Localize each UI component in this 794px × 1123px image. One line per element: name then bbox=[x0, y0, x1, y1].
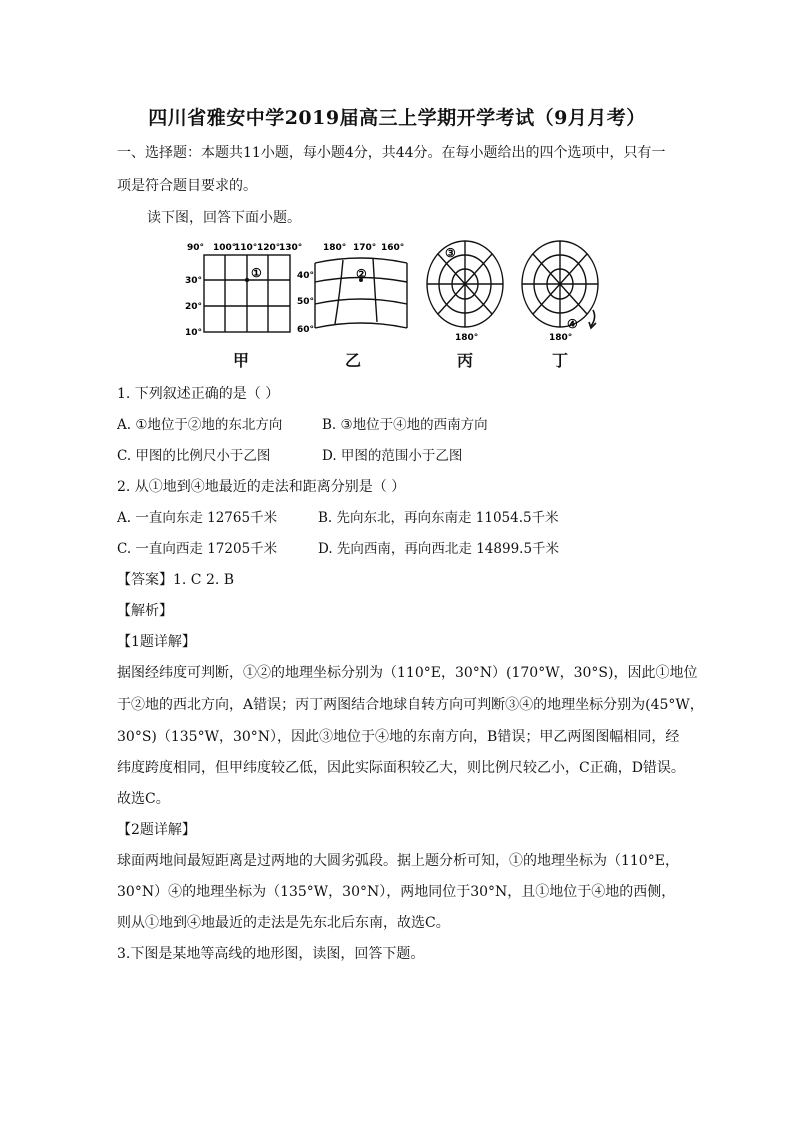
ding-marker: ④ bbox=[567, 317, 578, 331]
section-intro-line-2: 项是符合题目要求的。 bbox=[117, 178, 257, 194]
q1-option-c: C. 甲图的比例尺小于乙图 bbox=[117, 448, 271, 464]
jia-lon-120: 120° bbox=[257, 243, 281, 253]
detail1-line-4: 纬度跨度相同，但甲纬度较乙低，因此实际面积较乙大，则比例尺较乙小，C正确，D错误。 bbox=[117, 760, 685, 776]
map-bing bbox=[427, 241, 503, 327]
q2-option-c: C. 一直向西走 17205千米 bbox=[117, 541, 278, 557]
caption-yi: 乙 bbox=[345, 351, 362, 370]
bing-marker: ③ bbox=[445, 246, 456, 260]
q2-stem: 2. 从①地到④地最近的走法和距离分别是（ ） bbox=[117, 479, 406, 495]
jia-lat-20: 20° bbox=[185, 302, 203, 312]
jia-lon-90: 90° bbox=[187, 243, 205, 253]
jia-lat-30: 30° bbox=[185, 276, 203, 286]
yi-lon-170: 170° bbox=[353, 243, 377, 253]
detail2-line-2: 30°N）④的地理坐标为（135°W，30°N），两地同位于30°N，且①地位于④地的西侧， bbox=[117, 884, 676, 900]
detail1-line-2: 于②地的西北方向，A错误；丙丁两图结合地球自转方向可判断③④的地理坐标分别为(45°W， bbox=[117, 697, 704, 713]
detail1-line-1: 据图经纬度可判断，①②的地理坐标分别为（110°E，30°N）(170°W，30°S)，因此①地位 bbox=[117, 665, 698, 681]
yi-lat-40: 40° bbox=[297, 271, 315, 281]
detail2-line-1: 球面两地间最短距离是过两地的大圆劣弧段。据上题分析可知，①的地理坐标为（110°E， bbox=[117, 853, 679, 869]
answer-line: 【答案】1. C 2. B bbox=[117, 572, 235, 588]
yi-lat-60: 60° bbox=[297, 325, 315, 335]
q2-option-b: B. 先向东北，再向东南走 11054.5千米 bbox=[318, 510, 559, 526]
ding-lon-180: 180° bbox=[549, 333, 573, 343]
jia-lon-100: 100° bbox=[213, 243, 237, 253]
q2-option-a: A. 一直向东走 12765千米 bbox=[117, 510, 278, 526]
detail2-heading: 【2题详解】 bbox=[117, 822, 196, 838]
q1-stem: 1. 下列叙述正确的是（ ） bbox=[117, 386, 280, 402]
caption-jia: 甲 bbox=[233, 351, 250, 370]
jia-lon-110: 110° bbox=[234, 243, 258, 253]
detail1-line-5: 故选C。 bbox=[117, 791, 170, 807]
jia-lat-10: 10° bbox=[185, 328, 203, 338]
yi-lon-160: 160° bbox=[381, 243, 405, 253]
q1-option-b: B. ③地位于④地的西南方向 bbox=[322, 417, 488, 433]
q1-option-d: D. 甲图的范围小于乙图 bbox=[322, 448, 463, 464]
page-title: 四川省雅安中学2019届高三上学期开学考试（9月月考） bbox=[148, 107, 646, 129]
caption-bing: 丙 bbox=[457, 351, 474, 370]
read-prompt: 读下图，回答下面小题。 bbox=[147, 210, 301, 226]
jia-point bbox=[245, 278, 249, 282]
detail2-line-3: 则从①地到④地最近的走法是先东北后东南，故选C。 bbox=[117, 915, 450, 931]
bing-lon-180: 180° bbox=[455, 333, 479, 343]
map-ding bbox=[522, 241, 598, 328]
map-figure bbox=[185, 238, 605, 373]
detail1-heading: 【1题详解】 bbox=[117, 634, 196, 650]
yi-marker: ② bbox=[356, 267, 367, 281]
caption-ding: 丁 bbox=[552, 351, 569, 370]
q3-intro: 3.下图是某地等高线的地形图，读图，回答下题。 bbox=[117, 946, 425, 962]
map-jia bbox=[204, 255, 290, 332]
jia-lon-130: 130° bbox=[279, 243, 303, 253]
q1-option-a: A. ①地位于②地的东北方向 bbox=[117, 417, 283, 433]
detail1-line-3: 30°S)（135°W，30°N），因此③地位于④地的东南方向，B错误；甲乙两图图幅相同，经 bbox=[117, 729, 680, 745]
q2-option-d: D. 先向西南，再向西北走 14899.5千米 bbox=[318, 541, 560, 557]
yi-lat-50: 50° bbox=[297, 297, 315, 307]
analysis-heading: 【解析】 bbox=[117, 603, 173, 619]
jia-marker: ① bbox=[251, 266, 262, 280]
section-intro-line-1: 一、选择题：本题共11小题，每小题4分，共44分。在每小题给出的四个选项中，只有一 bbox=[117, 145, 666, 161]
yi-lon-180: 180° bbox=[323, 243, 347, 253]
